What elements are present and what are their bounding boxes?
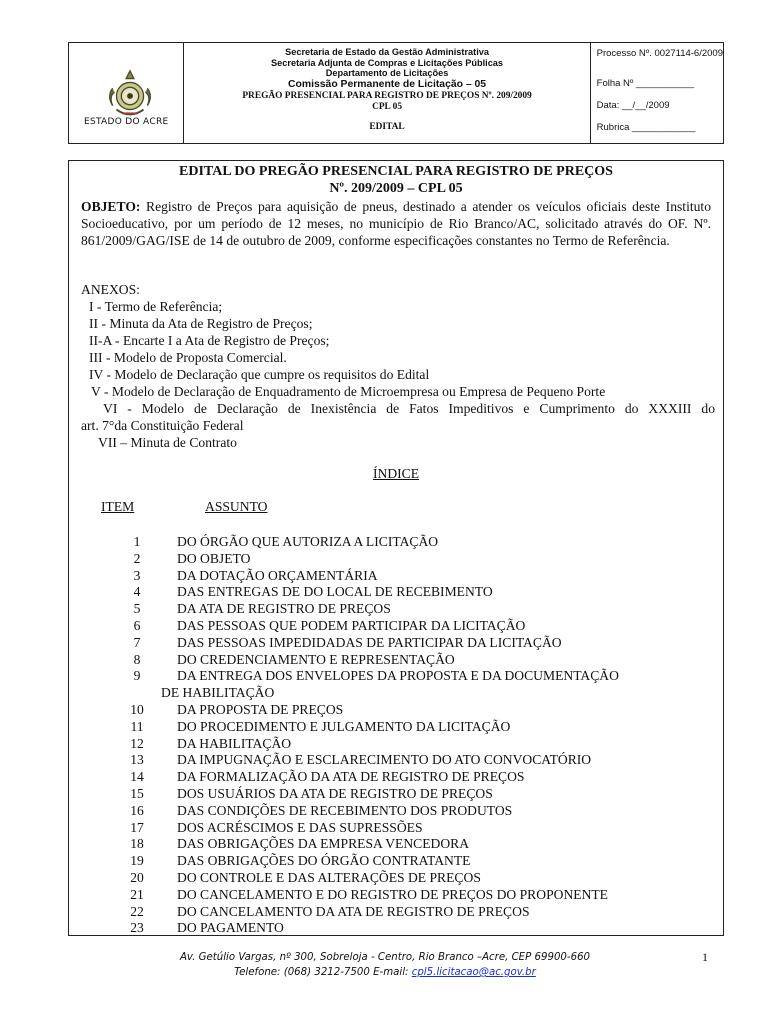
index-row: [69, 769, 725, 786]
objeto-paragraph: [81, 198, 711, 249]
header-line-7: EDITAL: [369, 121, 405, 132]
document-subtitle: Nº. 209/2009 – CPL 05: [329, 181, 463, 196]
anexo-item: V - Modelo de Declaração de Enquadramento de Microempresa ou Empresa de Pequeno Porte: [91, 384, 606, 399]
footer-address: Av. Getúlio Vargas, nº 300, Sobreloja - Centro, Rio Branco –Acre, CEP 69900-660: [179, 952, 591, 963]
anexo-item: III - Modelo de Proposta Comercial.: [89, 350, 287, 365]
index-item-number: 19: [130, 853, 144, 869]
header-title-cell: [184, 43, 590, 143]
index-row: [69, 803, 725, 820]
index-item-number: 16: [130, 802, 144, 818]
index-item-subject: DAS ENTREGAS DE DO LOCAL DE RECEBIMENTO: [177, 584, 493, 600]
anexo-item: II - Minuta da Ata de Registro de Preços;: [89, 316, 313, 331]
index-item-subject: DA FORMALIZAÇÃO DA ATA DE REGISTRO DE PREÇOS: [177, 769, 525, 785]
index-item-number: 3: [133, 567, 141, 583]
header-process-cell: [591, 43, 723, 143]
page-footer: [0, 950, 770, 980]
index-item-number: 4: [133, 584, 141, 600]
header-logo-cell: [69, 43, 184, 143]
document-header: [68, 42, 724, 144]
index-item-number: 22: [130, 903, 144, 919]
process-number: Processo Nº. 0027114-6/2009: [596, 48, 723, 59]
index-item-number: 18: [130, 836, 144, 852]
index-row: [69, 786, 725, 803]
index-row: [69, 551, 725, 568]
header-line-3: Departamento de Licitações: [325, 68, 449, 78]
index-item-number: 6: [133, 617, 141, 633]
footer-email-link[interactable]: cpl5.licitacao@ac.gov.br: [411, 967, 536, 978]
header-line-5: PREGÃO PRESENCIAL PARA REGISTRO DE PREÇOS Nº. 209/2009: [242, 90, 532, 101]
footer-contact: [0, 965, 770, 980]
index-row: [69, 904, 725, 921]
index-item-number: 11: [130, 718, 144, 734]
index-item-subject: DO PAGAMENTO: [177, 920, 284, 936]
column-header-item: ITEM: [101, 499, 135, 514]
index-item-subject: DAS PESSOAS IMPEDIDADAS DE PARTICIPAR DA LICITAÇÃO: [177, 634, 562, 650]
index-item-subject: DO PROCEDIMENTO E JULGAMENTO DA LICITAÇÃO: [177, 718, 511, 734]
index-item-number: 15: [130, 785, 144, 801]
index-item-number: 8: [133, 651, 141, 667]
objeto-text: Registro de Preços para aquisição de pneus, destinado a atender os veículos oficiais deste Instituto Socioeducativo, por um período de 12 meses, no município de Rio Branco/AC, solicitado através do OF. Nº. 861/2009/GAG/ISE de 14 de outubro de 2009, conforme especificações constantes no Termo de Referência.: [81, 199, 711, 248]
index-item-subject: DOS ACRÉSCIMOS E DAS SUPRESSÕES: [177, 819, 423, 835]
index-row: [69, 719, 725, 736]
index-row: [69, 635, 725, 652]
column-header-assunto: ASSUNTO: [205, 499, 268, 514]
index-item-number: 7: [133, 634, 141, 650]
index-list: [69, 534, 725, 937]
index-item-subject: DA DOTAÇÃO ORÇAMENTÁRIA: [177, 567, 378, 583]
anexos-section: [81, 281, 715, 451]
index-row: [69, 870, 725, 887]
header-line-4: Comissão Permanente de Licitação – 05: [288, 78, 487, 90]
document-title: EDITAL DO PREGÃO PRESENCIAL PARA REGISTRO DE PREÇOS: [179, 164, 613, 179]
footer-phone: Telefone: (068) 3212-7500 E-mail:: [234, 967, 412, 978]
objeto-label: OBJETO:: [81, 199, 141, 214]
header-line-6: CPL 05: [372, 101, 403, 112]
index-row: [69, 736, 725, 753]
index-item-number: 10: [130, 701, 144, 717]
index-row: [69, 568, 725, 585]
anexo-item: I - Termo de Referência;: [89, 299, 223, 314]
folha-field: Folha Nº ___________: [596, 78, 695, 89]
page-number: 1: [702, 950, 708, 964]
index-item-number: 13: [130, 752, 144, 768]
index-row: [69, 618, 725, 635]
index-row: [69, 836, 725, 853]
anexo-item-continuation: art. 7°da Constituição Federal: [81, 418, 244, 433]
state-label: ESTADO DO ACRE: [83, 117, 169, 127]
index-item-subject: DAS CONDIÇÕES DE RECEBIMENTO DOS PRODUTOS: [177, 802, 513, 818]
index-row: [69, 853, 725, 870]
anexo-item: IV - Modelo de Declaração que cumpre os requisitos do Edital: [89, 367, 430, 382]
index-item-number: 1: [133, 534, 141, 549]
index-row: [69, 752, 725, 769]
index-item-number: 14: [130, 769, 144, 785]
index-item-number: 17: [130, 819, 144, 835]
index-row: [69, 920, 725, 937]
index-row: [69, 820, 725, 837]
index-item-number: 20: [130, 869, 144, 885]
anexo-item: VI - Modelo de Declaração de Inexistência de Fatos Impeditivos e Cumprimento do XXXIII do: [103, 401, 715, 416]
data-field: Data: __/__/2009: [596, 100, 670, 111]
index-item-number: 23: [130, 920, 144, 936]
header-line-2: Secretaria Adjunta de Compras e Licitações Públicas: [271, 57, 504, 68]
index-item-subject: DO CONTROLE E DAS ALTERAÇÕES DE PREÇOS: [177, 869, 481, 885]
index-item-subject: DA PROPOSTA DE PREÇOS: [177, 701, 344, 717]
index-item-number: 5: [133, 601, 141, 617]
index-item-subject: DOS USUÁRIOS DA ATA DE REGISTRO DE PREÇOS: [177, 785, 493, 801]
index-row: [69, 887, 725, 904]
index-item-subject: DO ÓRGÃO QUE AUTORIZA A LICITAÇÃO: [177, 534, 439, 549]
index-item-number: 2: [133, 550, 141, 566]
index-item-subject: DO OBJETO: [177, 550, 251, 566]
anexo-item: II-A - Encarte I a Ata de Registro de Preços;: [89, 333, 330, 348]
index-item-subject: DA IMPUGNAÇÃO E ESCLARECIMENTO DO ATO CONVOCATÓRIO: [177, 752, 592, 768]
index-row: [69, 601, 725, 618]
anexos-title: ANEXOS:: [81, 282, 140, 297]
index-row: [69, 584, 725, 601]
rubrica-field: Rubrica ____________: [596, 122, 696, 133]
index-item-subject-continuation: DE HABILITAÇÃO: [161, 685, 275, 701]
index-row: [69, 668, 725, 685]
index-row: [69, 702, 725, 719]
index-item-subject: DA ENTREGA DOS ENVELOPES DA PROPOSTA E DA DOCUMENTAÇÃO: [177, 668, 619, 684]
index-item-subject: DA HABILITAÇÃO: [177, 735, 292, 751]
index-item-subject: DAS OBRIGAÇÕES DO ÓRGÃO CONTRATANTE: [177, 853, 471, 869]
index-row: [69, 652, 725, 669]
index-item-number: 21: [130, 886, 144, 902]
index-item-subject: DO CANCELAMENTO DA ATA DE REGISTRO DE PREÇOS: [177, 903, 530, 919]
header-line-1: Secretaria de Estado da Gestão Administrativa: [285, 47, 489, 57]
index-item-subject: DO CANCELAMENTO E DO REGISTRO DE PREÇOS DO PROPONENTE: [177, 886, 608, 902]
document-body: [68, 160, 724, 936]
index-item-subject: DA ATA DE REGISTRO DE PREÇOS: [177, 601, 391, 617]
anexo-item: VII – Minuta de Contrato: [98, 435, 237, 450]
index-item-number: 9: [133, 668, 141, 684]
index-row: [69, 534, 725, 551]
index-item-subject: DO CREDENCIAMENTO E REPRESENTAÇÃO: [177, 651, 455, 667]
index-item-number: 12: [130, 735, 144, 751]
index-item-subject: DAS OBRIGAÇÕES DA EMPRESA VENCEDORA: [177, 836, 470, 852]
index-item-subject: DAS PESSOAS QUE PODEM PARTICIPAR DA LICITAÇÃO: [177, 617, 526, 633]
indice-title: ÍNDICE: [372, 466, 420, 481]
